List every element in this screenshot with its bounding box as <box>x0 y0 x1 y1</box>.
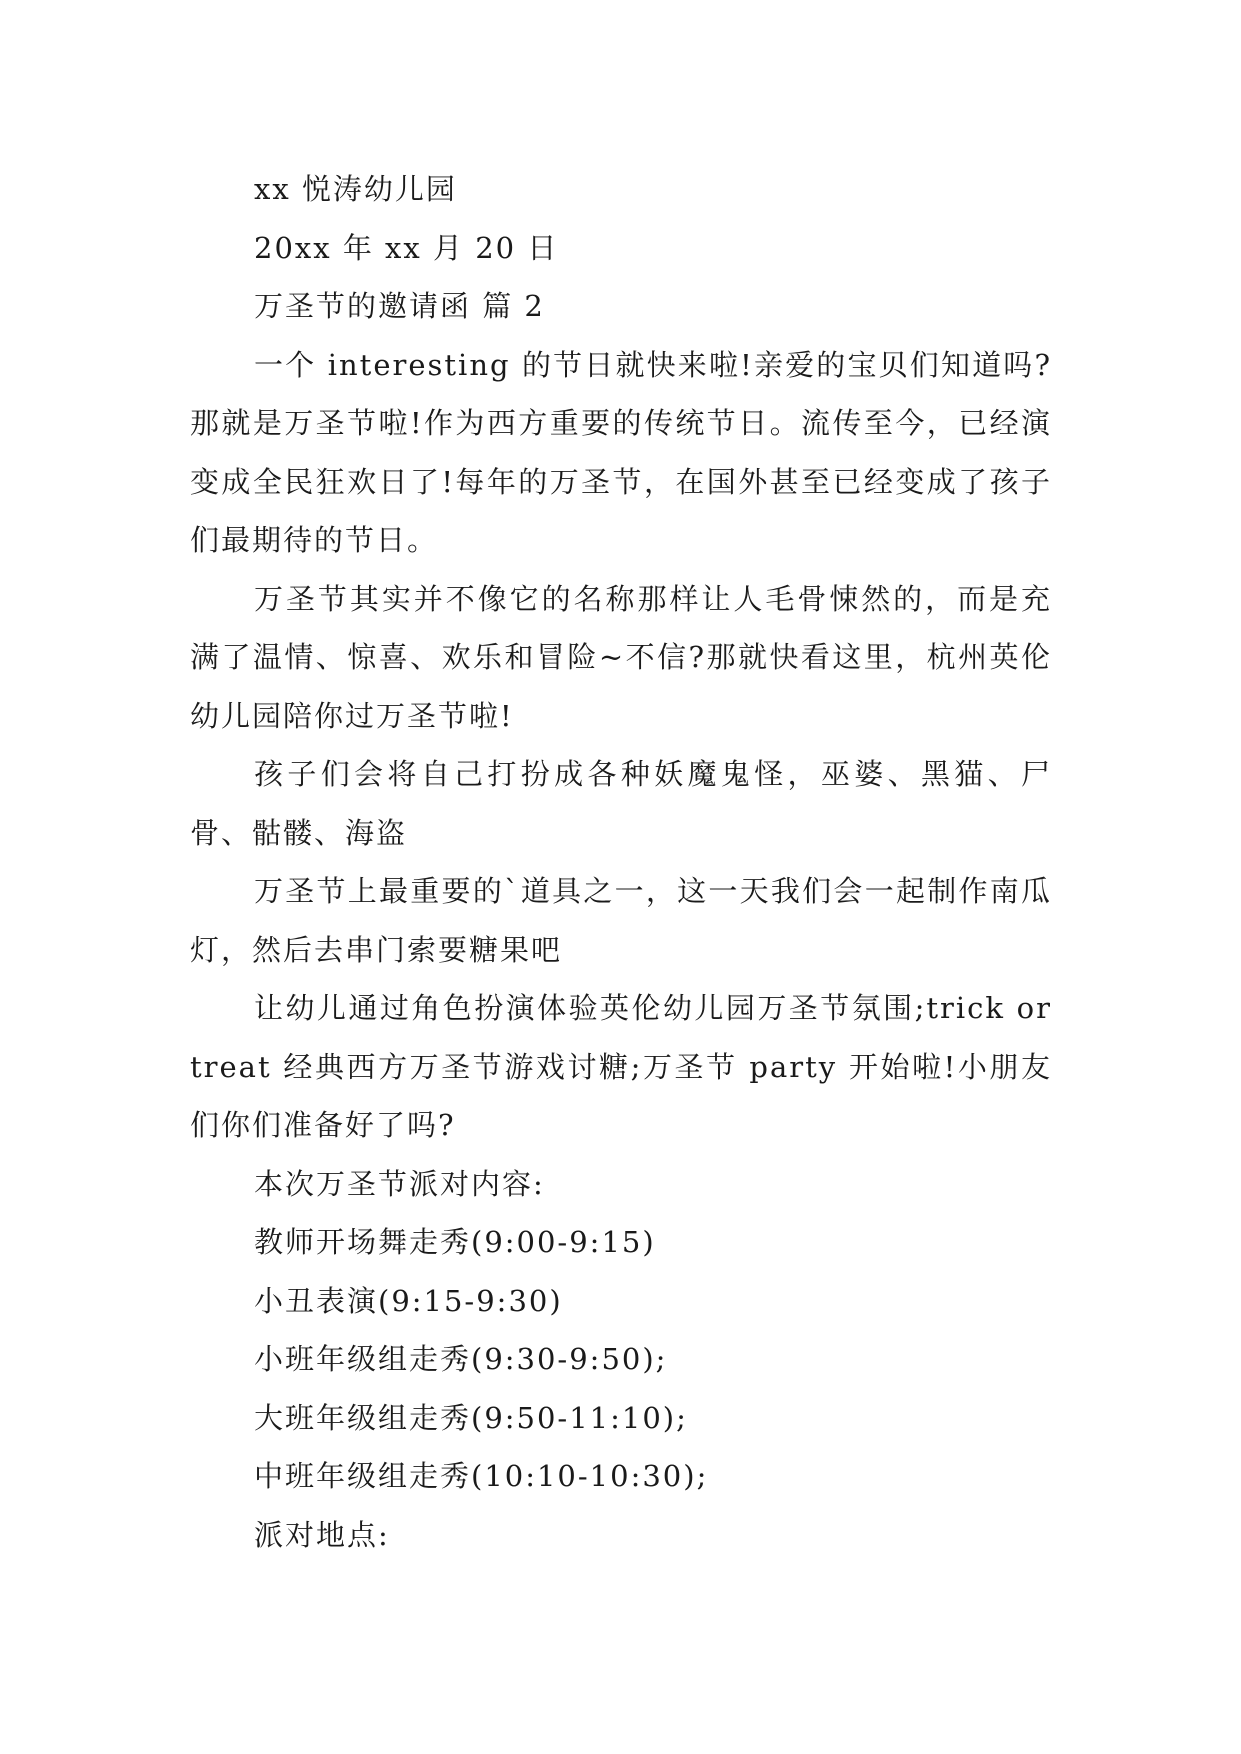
venue-heading: 派对地点: <box>254 1517 390 1552</box>
paragraph-intro: 一个 interesting 的节日就快来啦!亲爱的宝贝们知道吗?那就是万圣节啦!作为西方重要的传统节日。流传至今，已经演变成全民狂欢日了!每年的万圣节，在国外甚至已经变成了孩子们最期待的节日。 <box>190 347 1052 557</box>
letter-date: 20xx 年 xx 月 20 日 <box>254 230 559 265</box>
agenda-item: 中班年级组走秀(10:10-10:30); <box>254 1459 709 1493</box>
section-title: 万圣节的邀请函 篇 2 <box>254 289 545 323</box>
document-body <box>190 160 1052 1564</box>
sender-name: xx 悦涛幼儿园 <box>254 172 457 206</box>
paragraph-description: 万圣节其实并不像它的名称那样让人毛骨悚然的，而是充满了温情、惊喜、欢乐和冒险~不信?那就快看这里，杭州英伦幼儿园陪你过万圣节啦! <box>190 581 1052 733</box>
agenda-heading: 本次万圣节派对内容: <box>254 1166 545 1201</box>
agenda-item: 教师开场舞走秀(9:00-9:15) <box>254 1225 656 1259</box>
agenda-item: 大班年级组走秀(9:50-11:10); <box>254 1400 688 1435</box>
agenda-item: 小丑表演(9:15-9:30) <box>254 1283 563 1318</box>
paragraph-pumpkin: 万圣节上最重要的`道具之一，这一天我们会一起制作南瓜灯，然后去串门索要糖果吧 <box>190 874 1052 967</box>
agenda-item: 小班年级组走秀(9:30-9:50); <box>254 1342 668 1376</box>
paragraph-costumes: 孩子们会将自己打扮成各种妖魔鬼怪，巫婆、黑猫、尸骨、骷髅、海盗 <box>190 757 1052 850</box>
paragraph-activities: 让幼儿通过角色扮演体验英伦幼儿园万圣节氛围;trick or treat 经典西方万圣节游戏讨糖;万圣节 party 开始啦!小朋友们你们准备好了吗? <box>190 991 1052 1142</box>
